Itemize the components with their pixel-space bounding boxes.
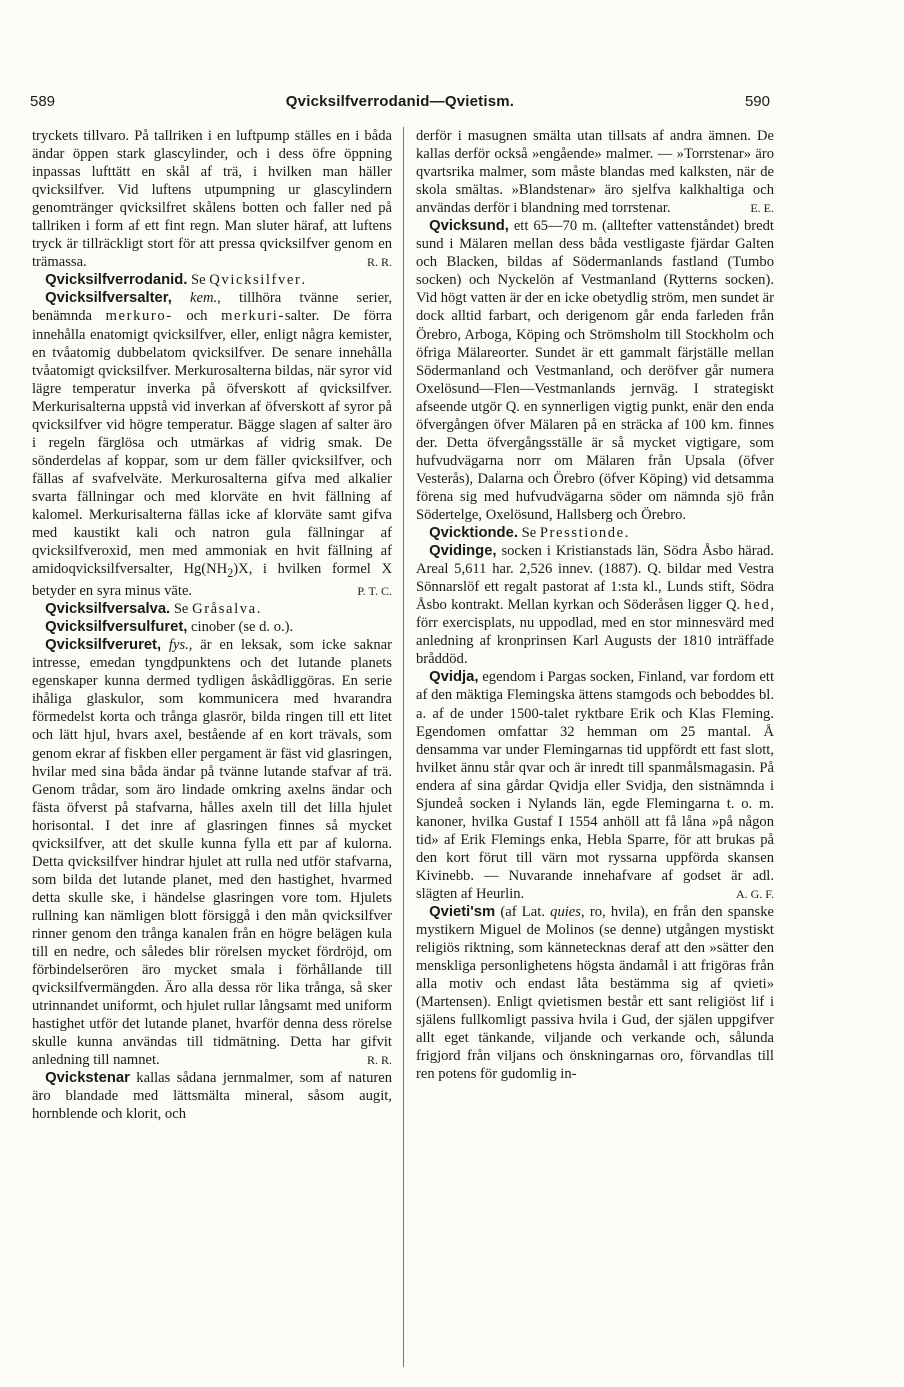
entry-qvidinge: Qvidinge, socken i Kristianstads län, Södra Åsbo härad. Areal 5,611 har. 2,526 innev. (1887). Q. bildar med Vestra Sönnarslöf ett regalt pastorat af 1:sta kl., Lunds stift, Södra Åsbo kontrakt. Mellan kyrkan och Söderåsen ligger Q. hed, förr exercisplats, nu uppodlad, med en stor minnesvärd med anledning af kronprinsen Karl Augusts der 1810 inträffade bråddöd. [416, 543, 774, 668]
entry-qvidja: Qvidja, egendom i Pargas socken, Finland, var fordom ett af den mäktiga Flemingska ättens stamgods och beboddes bl. a. af de under 1500-talet ryktbare Erik och Klas Fleming. Egendomen omfattar 32 hemman om 25 mantal. Å densamma var under Flemingarnas tid uppfördt ett fast slott, hvilket ännu står qvar och är inredt till spanmålsmagasin. På endera af sina gårdar Qvidja eller Svidja, den sistnämnda i Sjundeå socken i Nylands län, egde Flemingarna t. o. m. kanoner, hvilka Gustaf I 1554 anhöll att få låna »på någon tid» af Erik Flemings enka, Hebla Sparre, för att brukas på den kort förut till värn mot ryssarna uppförda skansen Kivinebb. — Nuvarande innehafvare af godset är adl. slägten af Heurlin. A. G. F. [416, 669, 774, 902]
column-divider [403, 127, 404, 1367]
headword: Qvicksund, [429, 218, 509, 235]
left-column [32, 127, 392, 1367]
entry-continuation: derför i masugnen smälta utan tillsats af andra ämnen. De kallas derför också »engående» malmer. — »Torrstenar» äro qvartsrika malmer, som måste blandas med kalksten, när de skola smältas. »Blandstenar» äro sjelfva kalkhaltiga och användas derför i blandning med torrstenar. E. E. [416, 128, 774, 217]
headword: Qvickstenar [45, 1070, 130, 1087]
entry-qvickstenar: Qvickstenar kallas sådana jernmalmer, som af naturen äro blandade med lättsmälta mineral, såsom augit, hornblende och klorit, och [32, 1070, 392, 1123]
headword: Qvicksilfversulfuret, [45, 619, 188, 636]
headword: Qvicksilfveruret, [45, 637, 162, 654]
running-header [30, 93, 770, 117]
headword: Qvicksilfverrodanid. [45, 272, 188, 289]
signature: A. G. F. [735, 886, 774, 901]
cross-reference: Presstionde [539, 525, 625, 542]
headword: Qvidinge, [429, 543, 497, 560]
header-title: Qvicksilfverrodanid—Qvietism. [285, 93, 515, 110]
signature: E. E. [750, 201, 774, 216]
headword: Qvicktionde. [429, 525, 518, 542]
signature: R. R. [366, 255, 392, 270]
cross-reference: Gråsalva [192, 601, 257, 618]
cross-reference: Qvicksilfver [209, 272, 302, 289]
entry-qvicksilfversalva: Qvicksilfversalva. Se Gråsalva. [45, 601, 261, 618]
entry-qvicksilfveruret: Qvicksilfveruret, fys., är en leksak, som icke saknar intresse, emedan tyngdpunktens och det lutande planets egenskaper kunna dermed tydligen åskådliggöras. En serie ihåliga glaskulor, som kommunicera med hvarandra förmedelst korta och trånga glasrör, bilda ringen till ett litet och lätt hjul, hvars axel, bestående af en kort trävals, som genom ekrar af fiskben eller pergament är fäst vid glasringen, hvilar med sina båda ändar på tvänne lutande stafvar af trä. Genom trådar, som äro lindade omkring axelns ändar och fästa öfverst på stafvarna, hålles axeln till det lilla hjulet horisontal. I det inre af glasringen finnes så mycket qvicksilfver, att det skulle kunna fylla ett par af kulorna. Detta qvicksilfver hindrar hjulet att rulla ned utför stafvarna, som bilda det lutande planet, med den hastighet, hvarmed detta skulle ske, i händelse glasringen vore tom. Hjulets rullning kan nämligen blott försiggå i den mån qvicksilfver rinner genom den trånga kanalen från en högre belägen kula till en nedre, och således blir rörelsen mycket fördröjd, om förbindelserören äro mycket smala i förhållande till qvicksilfvermängden. Äro alla dessa rör lika trånga, så sker utrinnandet uniformt, och hjulet rullar långsamt med uniform hastighet utför det lutande planet, hvarför denna dess rörelse skulle kunna användas till tidmätning. Detta har gifvit anledning till namnet. R. R. [32, 637, 392, 1069]
headword: Qvicksilfversalva. [45, 601, 171, 618]
entry-qvicktionde: Qvicktionde. Se Presstionde. [429, 525, 629, 542]
signature: P. T. C. [357, 584, 392, 599]
entry-qvicksund: Qvicksund, ett 65—70 m. (alltefter vattenståndet) bredt sund i Mälaren mellan dess båda vestligaste fjärdar Galten och Blacken, bildas af Södermanlands fastland (Tumbo socken) och Nyckelön af Vestmanland (Rytterns socken). Vid högt vatten är der en icke obetydlig ström, men sundet är dock alltid farbart, och derigenom går enda farleden från Örebro, Arboga, Köping och Strömsholm till Stockholm och öfriga Mälareorter. Sundet är ett gammalt färjställe mellan Södermanland och Vestmanland, och deröfver går numera Oxelösund—Flen—Vestmanlands jernväg. I strategiskt afseende utgör Q. en synnerligen vigtig punkt, enär den enda öfvergången öfver Mälaren på en sträcka af 100 km. finnes der. Detta öfvergångsställe är så mycket vigtigare, som hufvudvägarna norr om Mälaren från Upsala (öfver Vesterås), Dalarna och Örebro (öfver Köping) vid detsamma förena sig med hufvudvägarna söder om nämnda sjö från Södertelge, Oxelösund, Hallsberg och Örebro. [416, 218, 774, 523]
entry-qvietism: Qvieti'sm (af Lat. quies, ro, hvila), en från den spanske mystikern Miguel de Molinos (se denne) utgången mystiskt religiös riktning, som kännetecknas deraf att den »sätter den menskliga personlighetens högsta ändamål i att frigöras från alla motiv och endast låta bestämma sig af qvieti» (Martensen). Enligt qvietismen består ett sant religiöst lif i själens fullkomligt passiva hvila i Gud, der själen uppgifver allt eget tänkande, viljande och verkande och, sålunda frigjord från viljans och önskningarnas oro, förvandlas till ren potens för gudomlig in- [416, 904, 774, 1083]
entry-qvicksilfversulfuret: Qvicksilfversulfuret, cinober (se d. o.). [45, 619, 294, 636]
page-number-right: 590 [744, 93, 770, 110]
right-column [416, 127, 774, 1367]
page-number-left: 589 [30, 93, 56, 110]
entry-continuation: tryckets tillvaro. På tallriken i en luftpump ställes en i båda ändar öppen stark glascylinder, och i dess öfre öppning inpassas lufttätt en skål af trä, i hvilken man häller qvicksilfver. Vid luftens utpumpning ur glascylindern genomtränger qvicksilfret skålens botten och faller ned på tallriken i form af ett fint regn. Man sluter häraf, att luftens tryck är tillräckligt stort för att pressa qvicksilfver genom en trämassa. R. R. [32, 128, 392, 271]
headword: Qvieti'sm [429, 904, 496, 921]
headword: Qvicksilfversalter, [45, 290, 172, 307]
entry-qvicksilfversalter: Qvicksilfversalter, kem., tillhöra tvänne serier, benämnda merkuro- och merkuri-salter. De förra innehålla enatomigt qvicksilfver, eller, enligt några kemister, en tvåatomig dubbelatom qvicksilfver. De senare innehålla tvåatomigt qvicksilfver. Merkurosalterna bildas, när syror vid lägre temperatur inverka på öfverskott af qvicksilfver. Merkurisalterna uppstå vid inverkan af öfverskott af syror på qvicksilfver vid högre temperatur. Bägge slagen af salter äro i regeln färglösa och utmärkas af vidrig smak. De sönderdelas af koppar, som ur dem fäller qvicksilfver, och fällas af svafvelväte. Merkurosalterna gifva med alkalier svarta fällningar och med klorväte en hvit fällning af kalomel. Merkurisalterna fällas icke af klorväte samt gifva med kaustikt kali och natron gula fällningar af qvicksilfveroxid, men med ammoniak en hvit fällning af amidoqvicksilfversalter, $Hg(NH_2)X$, i hvilken formel X betyder en syra minus väte. P. T. C. [32, 290, 392, 600]
entry-qvicksilfverrodanid: Qvicksilfverrodanid. Se Qvicksilfver. [45, 272, 306, 289]
headword: Qvidja, [429, 669, 479, 686]
signature: R. R. [366, 1053, 392, 1068]
